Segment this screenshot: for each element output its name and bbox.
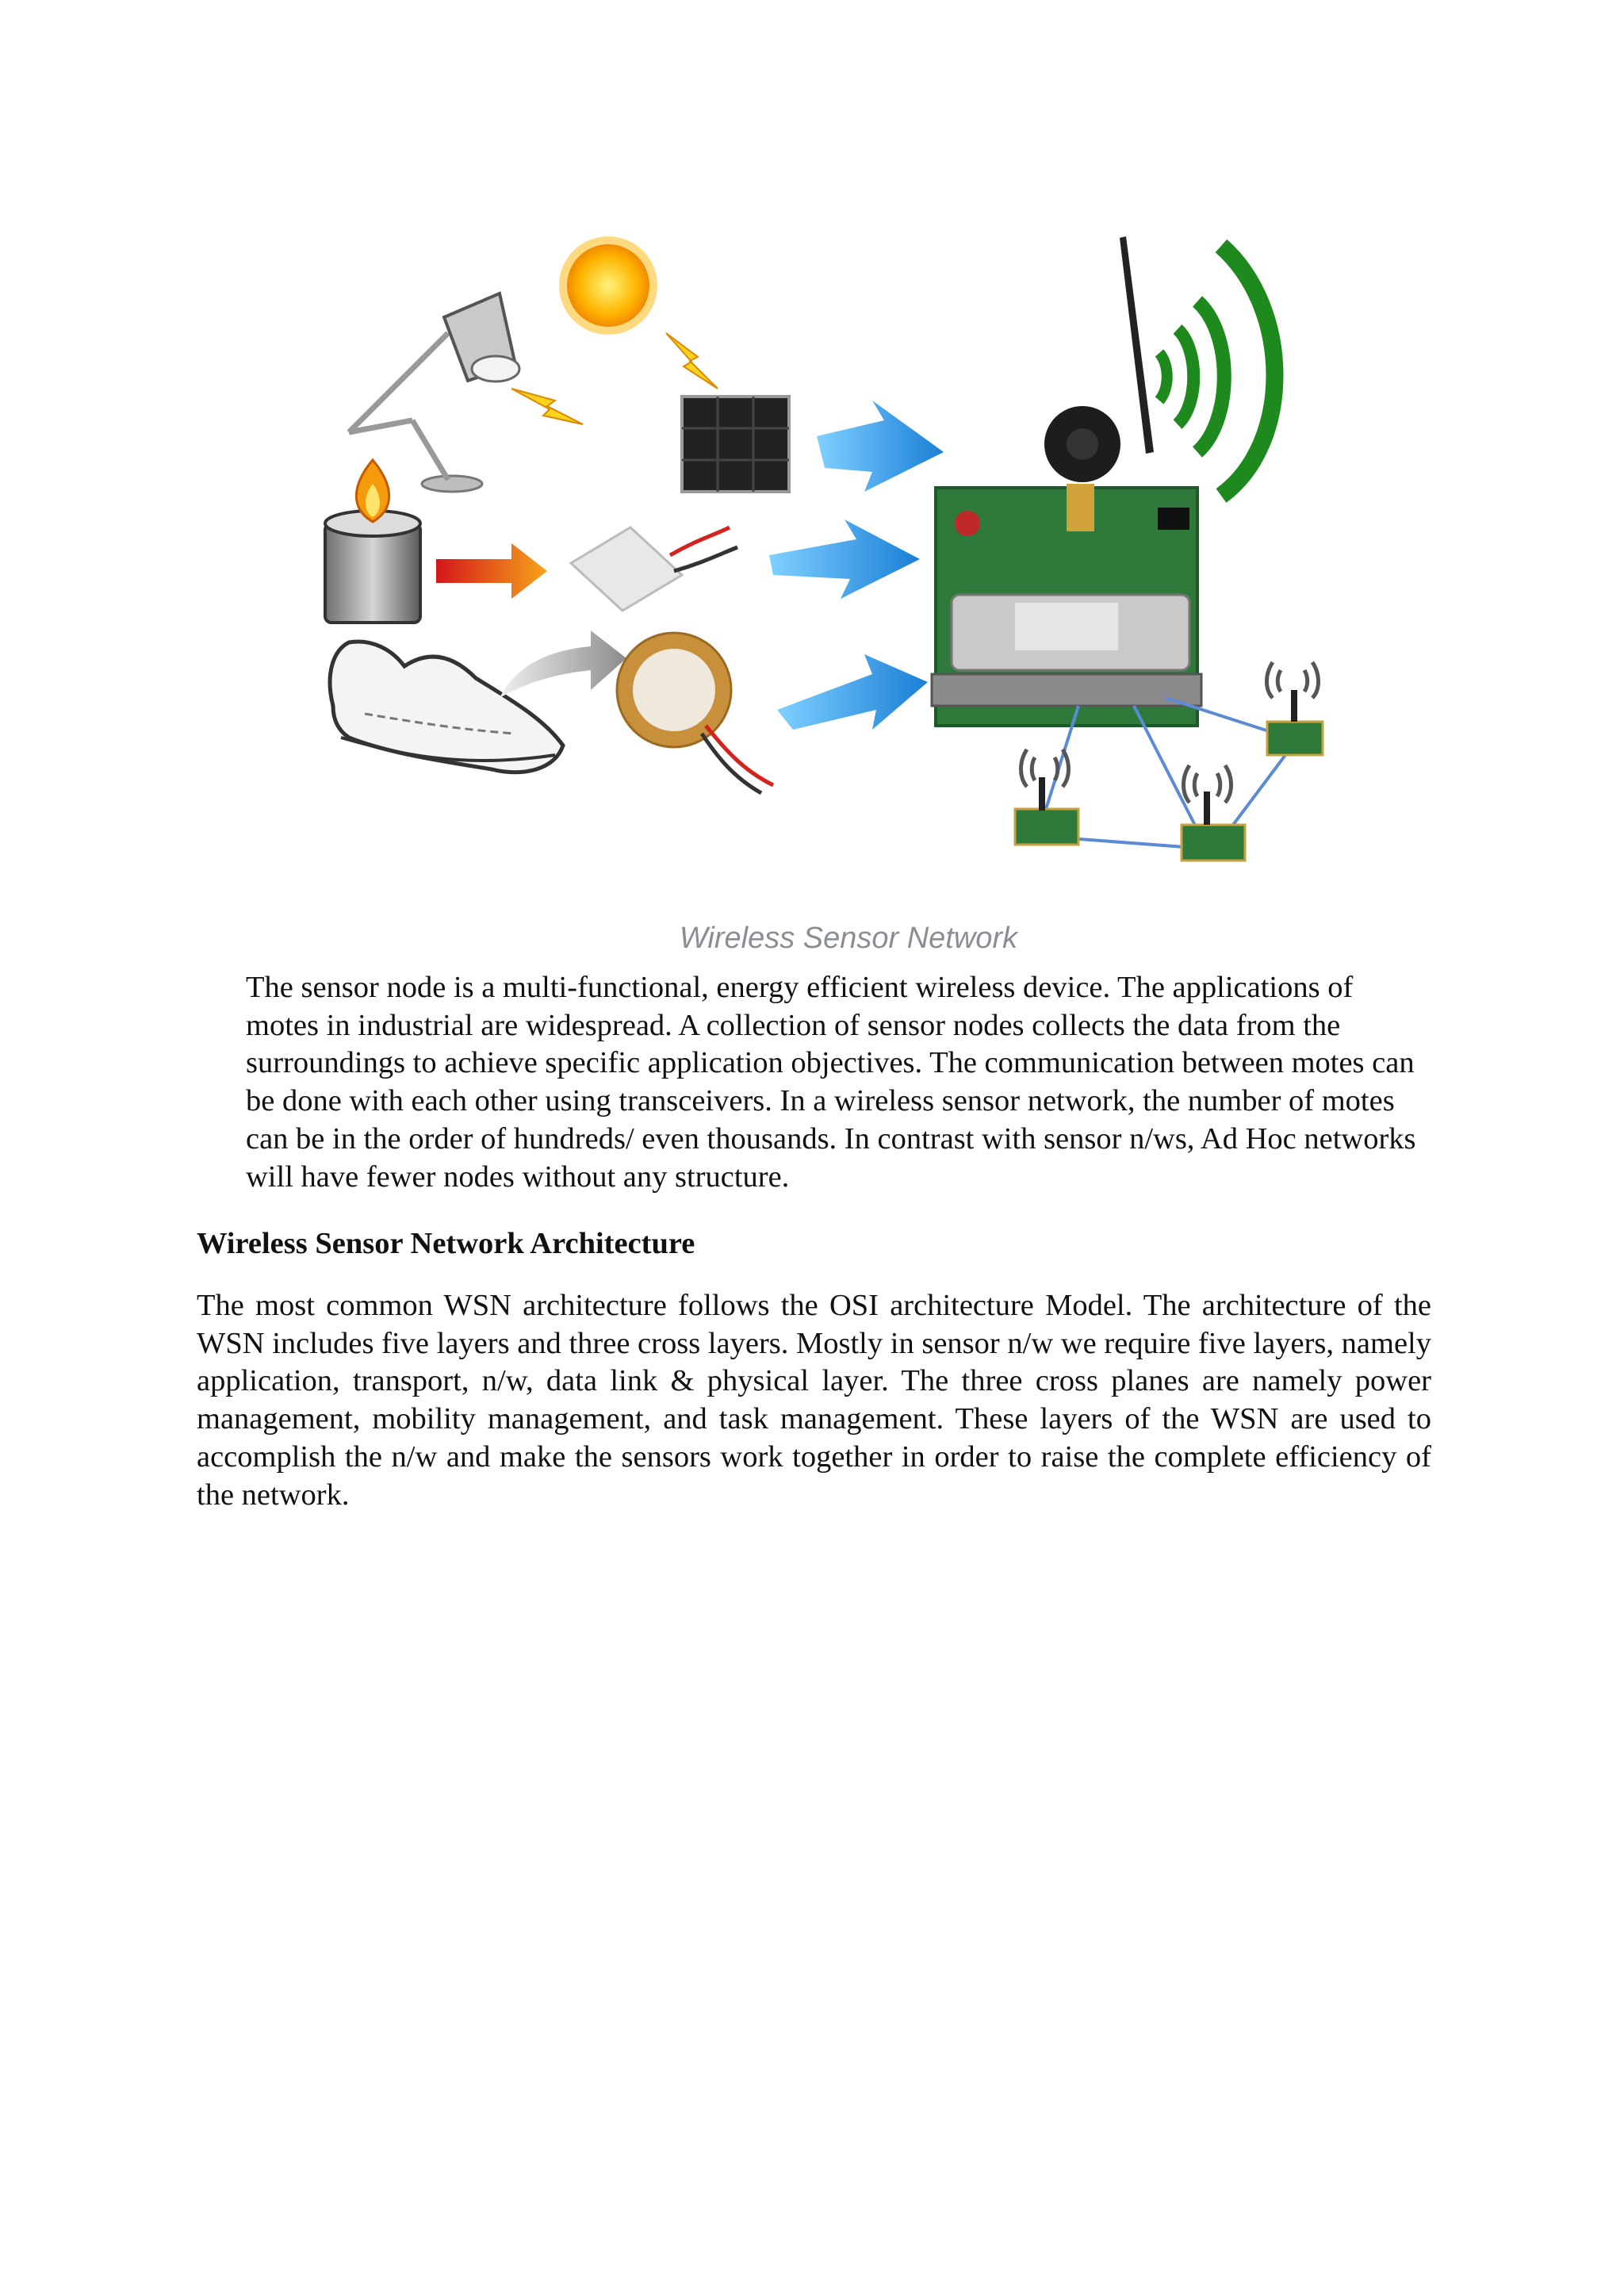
- wsn-illustration: [317, 222, 1380, 960]
- sensor-mote-icon: [1267, 662, 1323, 755]
- sensor-mote-icon: [1182, 765, 1245, 861]
- figure-caption: Wireless Sensor Network: [679, 922, 1018, 950]
- energy-arrow-solar: [817, 401, 944, 492]
- architecture-paragraph: The most common WSN architecture follows the OSI architecture Model. The architecture of the WSN includes five layers and three cross layers. Mostly in sensor n/w we require five layers, namely application, transport, n/w, data link & physical layer. The three cross planes are namely power management, mobility management, and task management. These layers of the WSN are used to accomplish the n/w and make the sensors work together in order to raise the complete efficiency of the network.: [197, 1289, 1431, 1512]
- section-heading: Wireless Sensor Network Architecture: [197, 1227, 695, 1260]
- candle-icon: [325, 460, 420, 623]
- solar-panel-icon: [682, 397, 789, 492]
- wireless-signal-icon: [1159, 246, 1275, 496]
- sensor-mote-icon: [1015, 749, 1078, 845]
- heat-arrow-icon: [436, 543, 547, 599]
- antenna-icon: [1120, 236, 1154, 454]
- piezo-disc-icon: [617, 633, 773, 793]
- sneaker-icon: [330, 642, 563, 772]
- intro-paragraph: The sensor node is a multi-functional, energy efficient wireless device. The applications of motes in industrial are widespread. A collection of sensor nodes collects the data from the surroundings to achieve specific application objectives. The communication between motes can be done with each other using transceivers. In a wireless sensor network, the number of motes can be in the order of hundreds/ even thousands. In contrast with sensor n/ws, Ad Hoc networks will have fewer nodes without any structure.: [246, 971, 1416, 1194]
- energy-arrow-piezo: [777, 654, 928, 730]
- thermoelectric-module-icon: [571, 527, 737, 611]
- sun-icon: [559, 236, 657, 335]
- energy-arrow-thermal: [769, 519, 920, 599]
- wsn-figure: [317, 222, 1380, 960]
- motion-arrow-icon: [500, 631, 626, 698]
- sensor-board-icon: [932, 406, 1201, 726]
